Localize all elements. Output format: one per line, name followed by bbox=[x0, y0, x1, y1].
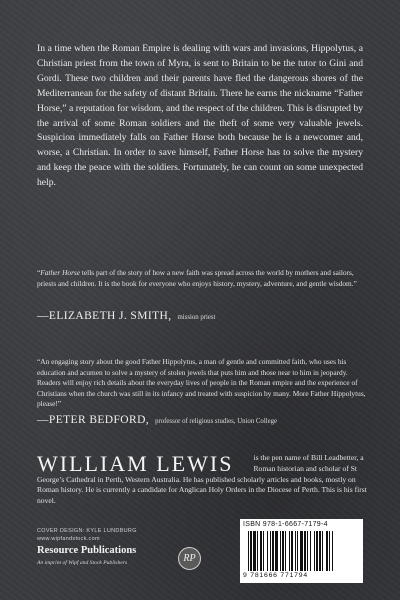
barcode-icon bbox=[248, 531, 360, 571]
endorsement-quote-1-text: tells part of the story of how a new faith was spread across the world by mothers and sailors, priests and children. It is the book for everyone who enjoys history, mystery, adventure, and gentle wisdom.” bbox=[37, 268, 357, 288]
quoted-book-title: Father Horse bbox=[40, 268, 81, 277]
isbn-barcode-box bbox=[240, 519, 363, 583]
publisher-block bbox=[37, 545, 202, 575]
barcode-digits: 9 781666 771794 bbox=[243, 572, 308, 579]
isbn-label: ISBN 978-1-6667-7179-4 bbox=[243, 521, 328, 528]
endorser-role-1: mission priest bbox=[177, 314, 216, 321]
cover-credits bbox=[37, 528, 137, 543]
publisher-imprint: An imprint of Wipf and Stock Publishers bbox=[37, 560, 128, 566]
endorsement-quote-2: “An engaging story about the good Father Hippolytus, a man of gentle and committed faith, who uses his education and acumen to solve a mystery of stolen jewels that puts him and those near to him in jeopardy. Readers will enjoy rich details about the everyday lives of people in the Roman empire and the experience of Christians when the church was still in its infancy and treated with suspicion by many. More Father Hippolytus, please!” bbox=[37, 357, 366, 409]
author-bio bbox=[37, 453, 367, 507]
back-cover-blurb: In a time when the Roman Empire is dealing with wars and invasions, Hippolytus, a Christian priest from the town of Myra, is sent to Britain to be the tutor to Gini and Gordi. These two children and their parents have fled the dangerous shores of the Mediterranean for the safety of distant Britain. There he earns the nickname “Father Horse,” a reputation for wisdom, and the respect of the children. This is disrupted by the arrival of some Roman soldiers and the theft of some very valuable jewels. Suspicion immediately falls on Father Horse both because he is a newcomer and, worse, a Christian. In order to save himself, Father Horse has to solve the mystery and keep the peace with the soldiers. Fortunately, he can count on some unexpected help. bbox=[37, 43, 363, 189]
endorsement-attribution-1 bbox=[37, 310, 215, 322]
author-name: WILLIAM LEWIS bbox=[37, 451, 234, 476]
cover-design-credit: COVER DESIGN: KYLE LUNDBURG bbox=[37, 528, 137, 534]
endorser-name-1: —ELIZABETH J. SMITH, bbox=[37, 310, 172, 322]
endorsement-quote-1 bbox=[37, 268, 367, 289]
endorser-name-2: —PETER BEDFORD, bbox=[37, 414, 150, 426]
endorser-role-2: professor of religious studies, Union College bbox=[155, 418, 278, 425]
endorsement-attribution-2 bbox=[37, 414, 277, 426]
publisher-logo-icon: RP bbox=[178, 547, 201, 570]
quote-open-mark: “ bbox=[37, 268, 41, 277]
author-bio-text: is the pen name of Bill Leadbetter, a Roman historian and scholar of St George’s Cathedral in Perth, Western Australia. He has published scholarly articles and books, mostly on Roman history. He is currently a candidate for Anglican Holy Orders in the Diocese of Perth. This is his first novel. bbox=[37, 453, 367, 506]
publisher-name: Resource Publications bbox=[37, 545, 137, 556]
publisher-website: www.wipfandstock.com bbox=[37, 535, 100, 542]
